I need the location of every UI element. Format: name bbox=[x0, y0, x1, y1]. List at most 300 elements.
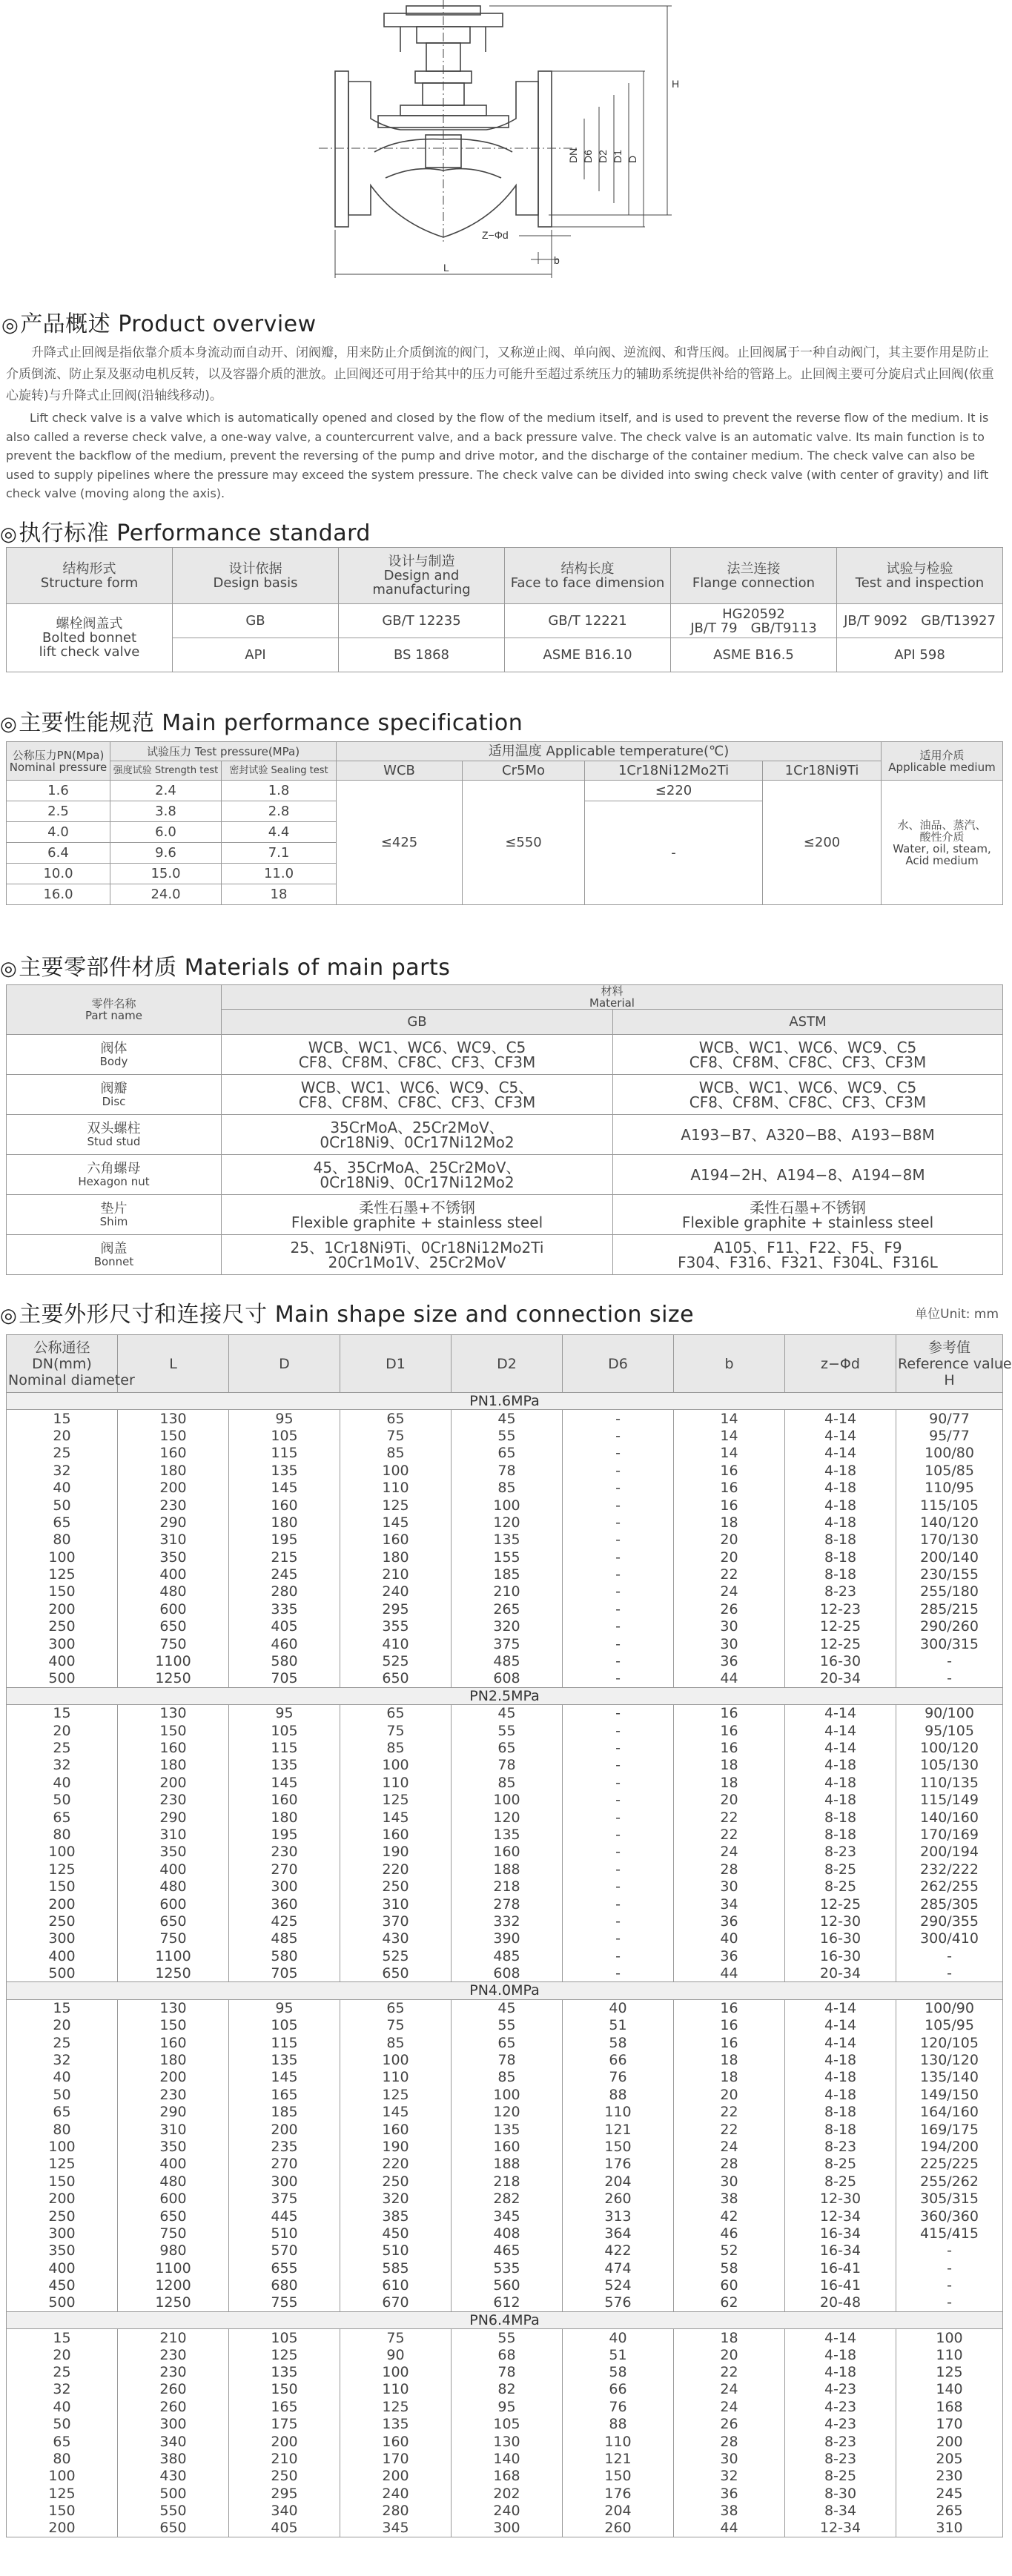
cell: 50 bbox=[7, 1791, 118, 1808]
table-row bbox=[7, 2277, 1003, 2294]
cell: 500 bbox=[118, 2485, 229, 2502]
cell: 85 bbox=[452, 1479, 563, 1496]
cell: 200 bbox=[896, 2433, 1003, 2450]
cell: 650 bbox=[118, 2208, 229, 2225]
cell: 40 bbox=[7, 1479, 118, 1496]
cell: 12-34 bbox=[785, 2208, 896, 2225]
cell: 25、1Cr18Ni9Ti、0Cr18Ni12Mo2Ti 20Cr1Mo1V、25Cr2MoV bbox=[222, 1235, 613, 1275]
cell: 8-23 bbox=[785, 2433, 896, 2450]
cell: 150 bbox=[118, 1722, 229, 1739]
cell: 305/315 bbox=[896, 2190, 1003, 2207]
cell: - bbox=[563, 1930, 674, 1947]
cell: 210 bbox=[452, 1583, 563, 1600]
cell: 26 bbox=[674, 1600, 785, 1618]
cell: 195 bbox=[229, 1826, 340, 1843]
cell: 80 bbox=[7, 1826, 118, 1843]
cell: 121 bbox=[563, 2450, 674, 2467]
cell: 655 bbox=[229, 2259, 340, 2277]
cell: 135 bbox=[452, 1532, 563, 1549]
cell: 8-23 bbox=[785, 2138, 896, 2155]
cell: 51 bbox=[563, 2346, 674, 2363]
table-row bbox=[7, 2034, 1003, 2051]
cell: 95 bbox=[229, 1705, 340, 1722]
cell: 160 bbox=[118, 1445, 229, 1462]
cell: 32 bbox=[7, 2381, 118, 2398]
cell: 150 bbox=[118, 1427, 229, 1444]
cell: 550 bbox=[118, 2503, 229, 2520]
cell: 20 bbox=[7, 1427, 118, 1444]
th-basis: 设计依据 Design basis bbox=[173, 548, 339, 604]
cell: 121 bbox=[563, 2121, 674, 2138]
cell: 15 bbox=[7, 1705, 118, 1722]
th-col: D6 bbox=[563, 1335, 674, 1393]
part-name: 阀盖 Bonnet bbox=[7, 1235, 222, 1275]
cell: 100 bbox=[452, 2086, 563, 2103]
cell: 345 bbox=[452, 2208, 563, 2225]
th-strength: 强度试验 Strength test bbox=[110, 761, 222, 781]
cell: 350 bbox=[118, 2138, 229, 2155]
cell: 176 bbox=[563, 2485, 674, 2502]
cell: 1250 bbox=[118, 1670, 229, 1687]
cell: 220 bbox=[340, 2156, 452, 2173]
cell: GB bbox=[173, 604, 339, 638]
cell: 525 bbox=[340, 1652, 452, 1669]
cell: 30 bbox=[674, 1878, 785, 1895]
table-row bbox=[7, 1930, 1003, 1947]
label-dn: DN bbox=[567, 148, 579, 163]
cell: - bbox=[563, 1479, 674, 1496]
cell: 88 bbox=[563, 2086, 674, 2103]
cell: 4-14 bbox=[785, 1999, 896, 2016]
cell: 12-25 bbox=[785, 1895, 896, 1913]
cell: 750 bbox=[118, 1635, 229, 1652]
cell: 100/120 bbox=[896, 1739, 1003, 1756]
cell: 75 bbox=[340, 1722, 452, 1739]
cell: 255/180 bbox=[896, 1583, 1003, 1600]
dimensions-section bbox=[0, 1296, 1006, 1328]
table-row bbox=[7, 1999, 1003, 2016]
cell: 120 bbox=[452, 1514, 563, 1531]
cell: 255/262 bbox=[896, 2173, 1003, 2190]
cell: 12-25 bbox=[785, 1635, 896, 1652]
cell: 16 bbox=[674, 1999, 785, 2016]
cell: 400 bbox=[7, 1947, 118, 1964]
cell: 485 bbox=[452, 1947, 563, 1964]
cell: 210 bbox=[118, 2329, 229, 2346]
cell: API 598 bbox=[837, 638, 1003, 672]
cell: 8-23 bbox=[785, 1844, 896, 1861]
cell: 390 bbox=[452, 1930, 563, 1947]
cell: 140/160 bbox=[896, 1809, 1003, 1826]
cell: 190 bbox=[340, 1844, 452, 1861]
cell: 310 bbox=[340, 1895, 452, 1913]
cell: 44 bbox=[674, 1670, 785, 1687]
cell: 30 bbox=[674, 2173, 785, 2190]
cell: 38 bbox=[674, 2503, 785, 2520]
cell: WCB、WC1、WC6、WC9、C5、 CF8、CF8M、CF8C、CF3、CF3M bbox=[222, 1075, 613, 1115]
cell: 50 bbox=[7, 2416, 118, 2433]
table-row bbox=[7, 2242, 1003, 2259]
cell: 85 bbox=[340, 1739, 452, 1756]
overview-zh-text: 升降式止回阀是指依靠介质本身流动而自动开、闭阀瓣，用来防止介质倒流的阀门，又称逆止阀、单向阀、逆流阀、和背压阀。止回阀属于一种自动阀门，其主要作用是防止介质倒流、防止泵及驱动电机反转，以及容器介质的泄放。止回阀还可用于给其中的压力可能升至超过系统压力的辅助系统提供补给的管路上。止回阀主要可分旋启式止回阀(依重心旋转)与升降式止回阀(沿轴线移动)。 bbox=[6, 345, 994, 403]
cell: - bbox=[563, 1947, 674, 1964]
cell: 240 bbox=[452, 2503, 563, 2520]
cell: 230 bbox=[896, 2468, 1003, 2485]
cell: 650 bbox=[118, 2520, 229, 2537]
cell: 204 bbox=[563, 2173, 674, 2190]
cell: 350 bbox=[118, 1549, 229, 1566]
table-row bbox=[7, 2086, 1003, 2103]
cell: 1200 bbox=[118, 2277, 229, 2294]
cell: - bbox=[896, 2242, 1003, 2259]
cell: 1250 bbox=[118, 1964, 229, 1981]
cell: 16 bbox=[674, 1722, 785, 1739]
cell: 204 bbox=[563, 2503, 674, 2520]
cell: 150 bbox=[7, 2503, 118, 2520]
cell: 260 bbox=[118, 2381, 229, 2398]
th-col: z−Φd bbox=[785, 1335, 896, 1393]
cell: 12-30 bbox=[785, 2190, 896, 2207]
cell: 46 bbox=[674, 2225, 785, 2242]
cell: 8-18 bbox=[785, 2121, 896, 2138]
cell: 265 bbox=[896, 2503, 1003, 2520]
table-row bbox=[7, 2121, 1003, 2138]
cell: 125 bbox=[340, 1791, 452, 1808]
cell: 125 bbox=[229, 2346, 340, 2363]
cell: 65 bbox=[452, 1445, 563, 1462]
cell: 230 bbox=[118, 1791, 229, 1808]
cell: 85 bbox=[340, 2034, 452, 2051]
pressure-class-label: PN1.6MPa bbox=[7, 1393, 1003, 1410]
cell: 4-14 bbox=[785, 1445, 896, 1462]
cell: 1250 bbox=[118, 2294, 229, 2311]
cell: 42 bbox=[674, 2208, 785, 2225]
cell: - bbox=[563, 1913, 674, 1930]
label-h: H bbox=[672, 78, 680, 90]
cell: 62 bbox=[674, 2294, 785, 2311]
cell: 320 bbox=[452, 1618, 563, 1635]
cell: 400 bbox=[7, 1652, 118, 1669]
cell: 200 bbox=[7, 1600, 118, 1618]
cell: 36 bbox=[674, 1947, 785, 1964]
materials-table bbox=[6, 984, 1003, 1275]
cell: 250 bbox=[229, 2468, 340, 2485]
cell: 280 bbox=[340, 2503, 452, 2520]
cell: - bbox=[896, 2277, 1003, 2294]
materials-title-en: Materials of main parts bbox=[184, 955, 451, 981]
cell: 30 bbox=[674, 1635, 785, 1652]
table-row bbox=[7, 1791, 1003, 1808]
th-col: L bbox=[118, 1335, 229, 1393]
cell: 240 bbox=[340, 1583, 452, 1600]
cell: 45、35CrMoA、25Cr2MoV、 0Cr18Ni9、0Cr17Ni12Mo2 bbox=[222, 1155, 613, 1195]
cell: 16 bbox=[674, 1705, 785, 1722]
cell: 250 bbox=[7, 2208, 118, 2225]
cell: 160 bbox=[229, 1791, 340, 1808]
cell: 100 bbox=[7, 2468, 118, 2485]
cell: - bbox=[563, 1844, 674, 1861]
cell: 245 bbox=[229, 1566, 340, 1583]
cell: 180 bbox=[229, 1809, 340, 1826]
table-header-row bbox=[7, 548, 1003, 604]
materials-heading: ◎主要零部件材质 Materials of main parts bbox=[0, 955, 451, 981]
cell: 20 bbox=[7, 1722, 118, 1739]
cell: 150 bbox=[563, 2138, 674, 2155]
th-c18ni12: 1Cr18Ni12Mo2Ti bbox=[585, 761, 763, 781]
cell: 310 bbox=[118, 1532, 229, 1549]
cell: 15 bbox=[7, 1999, 118, 2016]
table-row bbox=[7, 2329, 1003, 2346]
cell: 200 bbox=[229, 2121, 340, 2138]
cell: 110 bbox=[563, 2433, 674, 2450]
cell: 125 bbox=[896, 2363, 1003, 2380]
cell: 8-18 bbox=[785, 2104, 896, 2121]
cell: 465 bbox=[452, 2242, 563, 2259]
cell: 4-14 bbox=[785, 2034, 896, 2051]
cell: 105 bbox=[452, 2416, 563, 2433]
cell: 375 bbox=[229, 2190, 340, 2207]
cell: 250 bbox=[7, 1913, 118, 1930]
cell: 320 bbox=[340, 2190, 452, 2207]
cell: 225/225 bbox=[896, 2156, 1003, 2173]
table-row bbox=[7, 1600, 1003, 1618]
cell: 650 bbox=[340, 1670, 452, 1687]
cell: ≤220 bbox=[585, 781, 763, 801]
table-row bbox=[7, 2208, 1003, 2225]
performance-section bbox=[0, 704, 1006, 737]
cell: 52 bbox=[674, 2242, 785, 2259]
overview-heading: ◎产品概述 Product overview bbox=[1, 311, 317, 337]
cell: ASME B16.10 bbox=[505, 638, 671, 672]
cell: 58 bbox=[563, 2363, 674, 2380]
cell: 100 bbox=[7, 1549, 118, 1566]
materials-title-zh: 主要零部件材质 bbox=[19, 955, 177, 981]
th-face: 结构长度 Face to face dimension bbox=[505, 548, 671, 604]
table-row bbox=[7, 2468, 1003, 2485]
table-row bbox=[7, 1427, 1003, 1444]
cell: 155 bbox=[452, 1549, 563, 1566]
cell: 24 bbox=[674, 2398, 785, 2415]
cell: 210 bbox=[340, 1566, 452, 1583]
cell: 340 bbox=[118, 2433, 229, 2450]
part-name: 六角螺母 Hexagon nut bbox=[7, 1155, 222, 1195]
cell: 160 bbox=[340, 2121, 452, 2138]
cell: 80 bbox=[7, 1532, 118, 1549]
cell: 75 bbox=[340, 1427, 452, 1444]
cell: 250 bbox=[7, 1618, 118, 1635]
cell: 100 bbox=[452, 1497, 563, 1514]
cell: - bbox=[896, 1670, 1003, 1687]
cell: 32 bbox=[7, 1462, 118, 1479]
cell: 18 bbox=[674, 1757, 785, 1774]
cell: 14 bbox=[674, 1410, 785, 1427]
cell: 300/410 bbox=[896, 1930, 1003, 1947]
cell: 110 bbox=[340, 1479, 452, 1496]
cell: 300 bbox=[229, 1878, 340, 1895]
table-row bbox=[7, 1757, 1003, 1774]
cell: 4-14 bbox=[785, 1410, 896, 1427]
cell: 95 bbox=[229, 1410, 340, 1427]
cell: 14 bbox=[674, 1445, 785, 1462]
table-row bbox=[7, 1479, 1003, 1496]
table-row bbox=[7, 2433, 1003, 2450]
cell: - bbox=[563, 1427, 674, 1444]
table-row bbox=[7, 604, 1003, 638]
cell: 82 bbox=[452, 2381, 563, 2398]
table-row bbox=[7, 2381, 1003, 2398]
cell: 15 bbox=[7, 2329, 118, 2346]
cell: 188 bbox=[452, 2156, 563, 2173]
cell: 180 bbox=[118, 1462, 229, 1479]
cell: 600 bbox=[118, 1895, 229, 1913]
cell: 500 bbox=[7, 1670, 118, 1687]
cell: 160 bbox=[340, 2433, 452, 2450]
cell: 125 bbox=[7, 1861, 118, 1878]
cell: 135 bbox=[229, 2051, 340, 2068]
table-row bbox=[7, 2225, 1003, 2242]
cell: - bbox=[563, 1861, 674, 1878]
cell: 313 bbox=[563, 2208, 674, 2225]
cell: - bbox=[563, 1809, 674, 1826]
valve-drawing bbox=[0, 0, 1006, 289]
cell: 260 bbox=[563, 2520, 674, 2537]
pressure-class-row bbox=[7, 1687, 1003, 1704]
cell: 78 bbox=[452, 1462, 563, 1479]
dimensions-table bbox=[6, 1334, 1012, 2537]
table-row bbox=[7, 1809, 1003, 1826]
cell: 310 bbox=[118, 1826, 229, 1843]
table-row bbox=[7, 2363, 1003, 2380]
cell: 680 bbox=[229, 2277, 340, 2294]
cell: 612 bbox=[452, 2294, 563, 2311]
cell: 150 bbox=[7, 1583, 118, 1600]
cell: 32 bbox=[7, 1757, 118, 1774]
cell: 20 bbox=[7, 2017, 118, 2034]
cell: 4-23 bbox=[785, 2381, 896, 2398]
cell: ≤200 bbox=[763, 781, 882, 905]
th-structure: 结构形式 Structure form bbox=[7, 548, 173, 604]
cell: 115/149 bbox=[896, 1791, 1003, 1808]
cell: 270 bbox=[229, 1861, 340, 1878]
part-name: 双头螺柱 Stud stud bbox=[7, 1115, 222, 1155]
cell: 195 bbox=[229, 1532, 340, 1549]
cell: 260 bbox=[563, 2190, 674, 2207]
cell: 4-14 bbox=[785, 2017, 896, 2034]
cell: 600 bbox=[118, 2190, 229, 2207]
cell: 40 bbox=[674, 1930, 785, 1947]
cell: 12-25 bbox=[785, 1618, 896, 1635]
label-d2: D2 bbox=[597, 150, 609, 163]
cell: 250 bbox=[340, 1878, 452, 1895]
th-dn: 公称通径 DN(mm) Nominal diameter bbox=[7, 1335, 118, 1393]
pressure-class-label: PN6.4MPa bbox=[7, 2311, 1003, 2328]
cell: 24 bbox=[674, 1583, 785, 1600]
cell: 16 bbox=[674, 2034, 785, 2051]
cell: 295 bbox=[340, 1600, 452, 1618]
cell: 105/130 bbox=[896, 1757, 1003, 1774]
table-row bbox=[7, 1618, 1003, 1635]
cell: 650 bbox=[118, 1618, 229, 1635]
cell: 1100 bbox=[118, 1947, 229, 1964]
dimensions-heading: ◎主要外形尺寸和连接尺寸 Main shape size and connection size bbox=[0, 1302, 695, 1328]
cell: 150 bbox=[118, 2017, 229, 2034]
label-b: b bbox=[554, 254, 560, 266]
cell: - bbox=[896, 1652, 1003, 1669]
cell: A193−B7、A320−B8、A193−B8M bbox=[613, 1115, 1003, 1155]
cell: 408 bbox=[452, 2225, 563, 2242]
cell: 175 bbox=[229, 2416, 340, 2433]
cell: 4-18 bbox=[785, 1791, 896, 1808]
cell: 65 bbox=[340, 1410, 452, 1427]
table-row bbox=[7, 1670, 1003, 1687]
cell: 202 bbox=[452, 2485, 563, 2502]
cell: 135 bbox=[452, 2121, 563, 2138]
cell: 194/200 bbox=[896, 2138, 1003, 2155]
cell: 200 bbox=[229, 2433, 340, 2450]
cell: 230 bbox=[118, 1497, 229, 1514]
cell: 8-30 bbox=[785, 2485, 896, 2502]
cell: 115 bbox=[229, 1739, 340, 1756]
cell: 15 bbox=[7, 1410, 118, 1427]
cell: 110 bbox=[563, 2104, 674, 2121]
cell: 45 bbox=[452, 1999, 563, 2016]
cell: 44 bbox=[674, 1964, 785, 1981]
cell: 200 bbox=[7, 1895, 118, 1913]
cell: 8-25 bbox=[785, 2468, 896, 2485]
cell: 180 bbox=[118, 1757, 229, 1774]
table-row bbox=[7, 2398, 1003, 2415]
cell: ASME B16.5 bbox=[671, 638, 837, 672]
cell: 170 bbox=[896, 2416, 1003, 2433]
cell: 100 bbox=[896, 2329, 1003, 2346]
cell: 8-23 bbox=[785, 2450, 896, 2467]
cell: WCB、WC1、WC6、WC9、C5 CF8、CF8M、CF8C、CF3、CF3M bbox=[222, 1035, 613, 1075]
cell: 22 bbox=[674, 1566, 785, 1583]
cell: 4-18 bbox=[785, 1514, 896, 1531]
cell: 100 bbox=[452, 1791, 563, 1808]
th-ref: 参考值 Reference value H bbox=[896, 1335, 1003, 1393]
table-row bbox=[7, 1445, 1003, 1462]
cell: 65 bbox=[7, 2104, 118, 2121]
table-row bbox=[7, 2346, 1003, 2363]
cell: 55 bbox=[452, 1722, 563, 1739]
table-row bbox=[7, 1947, 1003, 1964]
th-cr5mo: Cr5Mo bbox=[463, 761, 585, 781]
cell: 24 bbox=[674, 1844, 785, 1861]
table-row bbox=[7, 2190, 1003, 2207]
cell: 525 bbox=[340, 1947, 452, 1964]
cell: 170/130 bbox=[896, 1532, 1003, 1549]
label-d: D bbox=[626, 155, 638, 163]
cell: 140 bbox=[452, 2450, 563, 2467]
table-row bbox=[7, 1635, 1003, 1652]
cell: A105、F11、F22、F5、F9 F304、F316、F321、F304L、F316L bbox=[613, 1235, 1003, 1275]
cell: 36 bbox=[674, 1913, 785, 1930]
part-name: 阀瓣 Disc bbox=[7, 1075, 222, 1115]
th-wcb: WCB bbox=[337, 761, 463, 781]
cell: 58 bbox=[674, 2259, 785, 2277]
cell: - bbox=[563, 1497, 674, 1514]
cell: 30 bbox=[674, 1618, 785, 1635]
cell: 240 bbox=[340, 2485, 452, 2502]
cell: ≤550 bbox=[463, 781, 585, 905]
cell: 130/120 bbox=[896, 2051, 1003, 2068]
cell: 485 bbox=[229, 1930, 340, 1947]
cell: 125 bbox=[340, 1497, 452, 1514]
cell: 4-18 bbox=[785, 2346, 896, 2363]
cell: - bbox=[563, 1549, 674, 1566]
table-row bbox=[7, 1964, 1003, 1981]
